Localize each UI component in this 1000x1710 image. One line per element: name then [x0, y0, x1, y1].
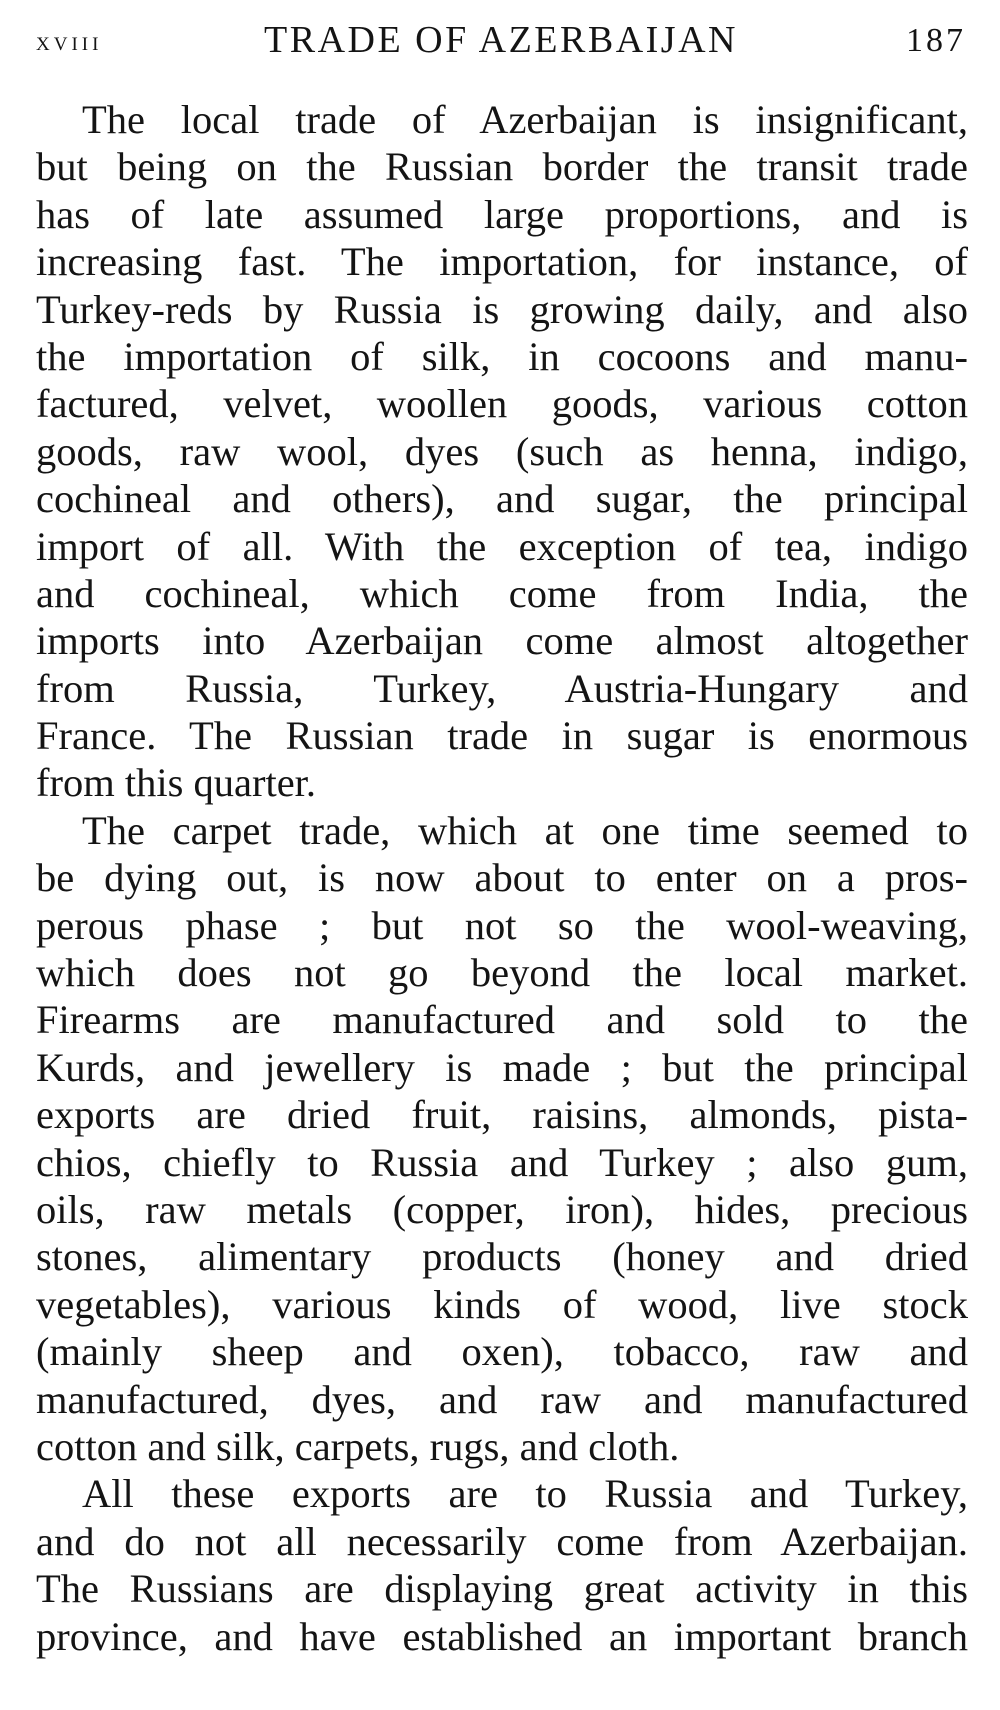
- running-title: TRADE OF AZERBAIJAN: [264, 19, 738, 61]
- text-line: (mainly sheep and oxen), tobacco, raw and: [36, 1329, 968, 1375]
- text-line: province, and have established an important branch: [36, 1613, 968, 1659]
- paragraph-1: [36, 96, 968, 807]
- text-line: France. The Russian trade in sugar is enormous: [36, 713, 968, 759]
- text-line: The Russians are displaying great activity in this: [36, 1566, 968, 1612]
- text-line: Kurds, and jewellery is made ; but the principal: [36, 1044, 968, 1090]
- text-line: from Russia, Turkey, Austria-Hungary and: [36, 665, 968, 711]
- text-line: cochineal and others), and sugar, the principal: [36, 476, 968, 522]
- page-number: 187: [906, 22, 966, 59]
- text-line: import of all. With the exception of tea, indigo: [36, 523, 968, 569]
- body-text: [36, 96, 968, 1660]
- paragraph-2: [36, 807, 968, 1470]
- text-line: chios, chiefly to Russia and Turkey ; also gum,: [36, 1139, 968, 1185]
- text-line: The local trade of Azerbaijan is insignificant,: [82, 97, 968, 142]
- paragraph-3: [36, 1470, 968, 1660]
- text-line: but being on the Russian border the transit trade: [36, 144, 968, 190]
- text-line: stones, alimentary products (honey and dried: [36, 1234, 968, 1280]
- text-line: All these exports are to Russia and Turkey,: [82, 1471, 968, 1517]
- text-line: Turkey-reds by Russia is growing daily, and also: [36, 286, 968, 332]
- text-line: Firearms are manufactured and sold to the: [36, 997, 968, 1043]
- text-line: has of late assumed large proportions, and is: [36, 191, 968, 237]
- text-line: cotton and silk, carpets, rugs, and cloth.: [36, 1423, 680, 1469]
- text-line: and cochineal, which come from India, the: [36, 570, 968, 616]
- running-head: [36, 14, 966, 64]
- chapter-number: xviii: [36, 26, 103, 56]
- text-line: and do not all necessarily come from Azerbaijan.: [36, 1518, 968, 1564]
- text-line: increasing fast. The importation, for instance, of: [36, 239, 968, 285]
- text-line: manufactured, dyes, and raw and manufactured: [36, 1376, 968, 1422]
- text-line: perous phase ; but not so the wool-weaving,: [36, 902, 968, 948]
- text-line: the importation of silk, in cocoons and manu-: [36, 333, 968, 379]
- text-line: which does not go beyond the local market.: [36, 950, 968, 996]
- text-line: imports into Azerbaijan come almost altogether: [36, 618, 968, 664]
- text-line: exports are dried fruit, raisins, almonds, pista-: [36, 1092, 968, 1138]
- text-line: be dying out, is now about to enter on a pros-: [36, 855, 968, 901]
- text-line: from this quarter.: [36, 760, 317, 806]
- text-line: oils, raw metals (copper, iron), hides, precious: [36, 1186, 968, 1232]
- text-line: goods, raw wool, dyes (such as henna, indigo,: [36, 428, 968, 474]
- text-line: factured, velvet, woollen goods, various cotton: [36, 381, 968, 427]
- text-line: vegetables), various kinds of wood, live stock: [36, 1281, 968, 1327]
- text-line: The carpet trade, which at one time seemed to: [82, 807, 968, 853]
